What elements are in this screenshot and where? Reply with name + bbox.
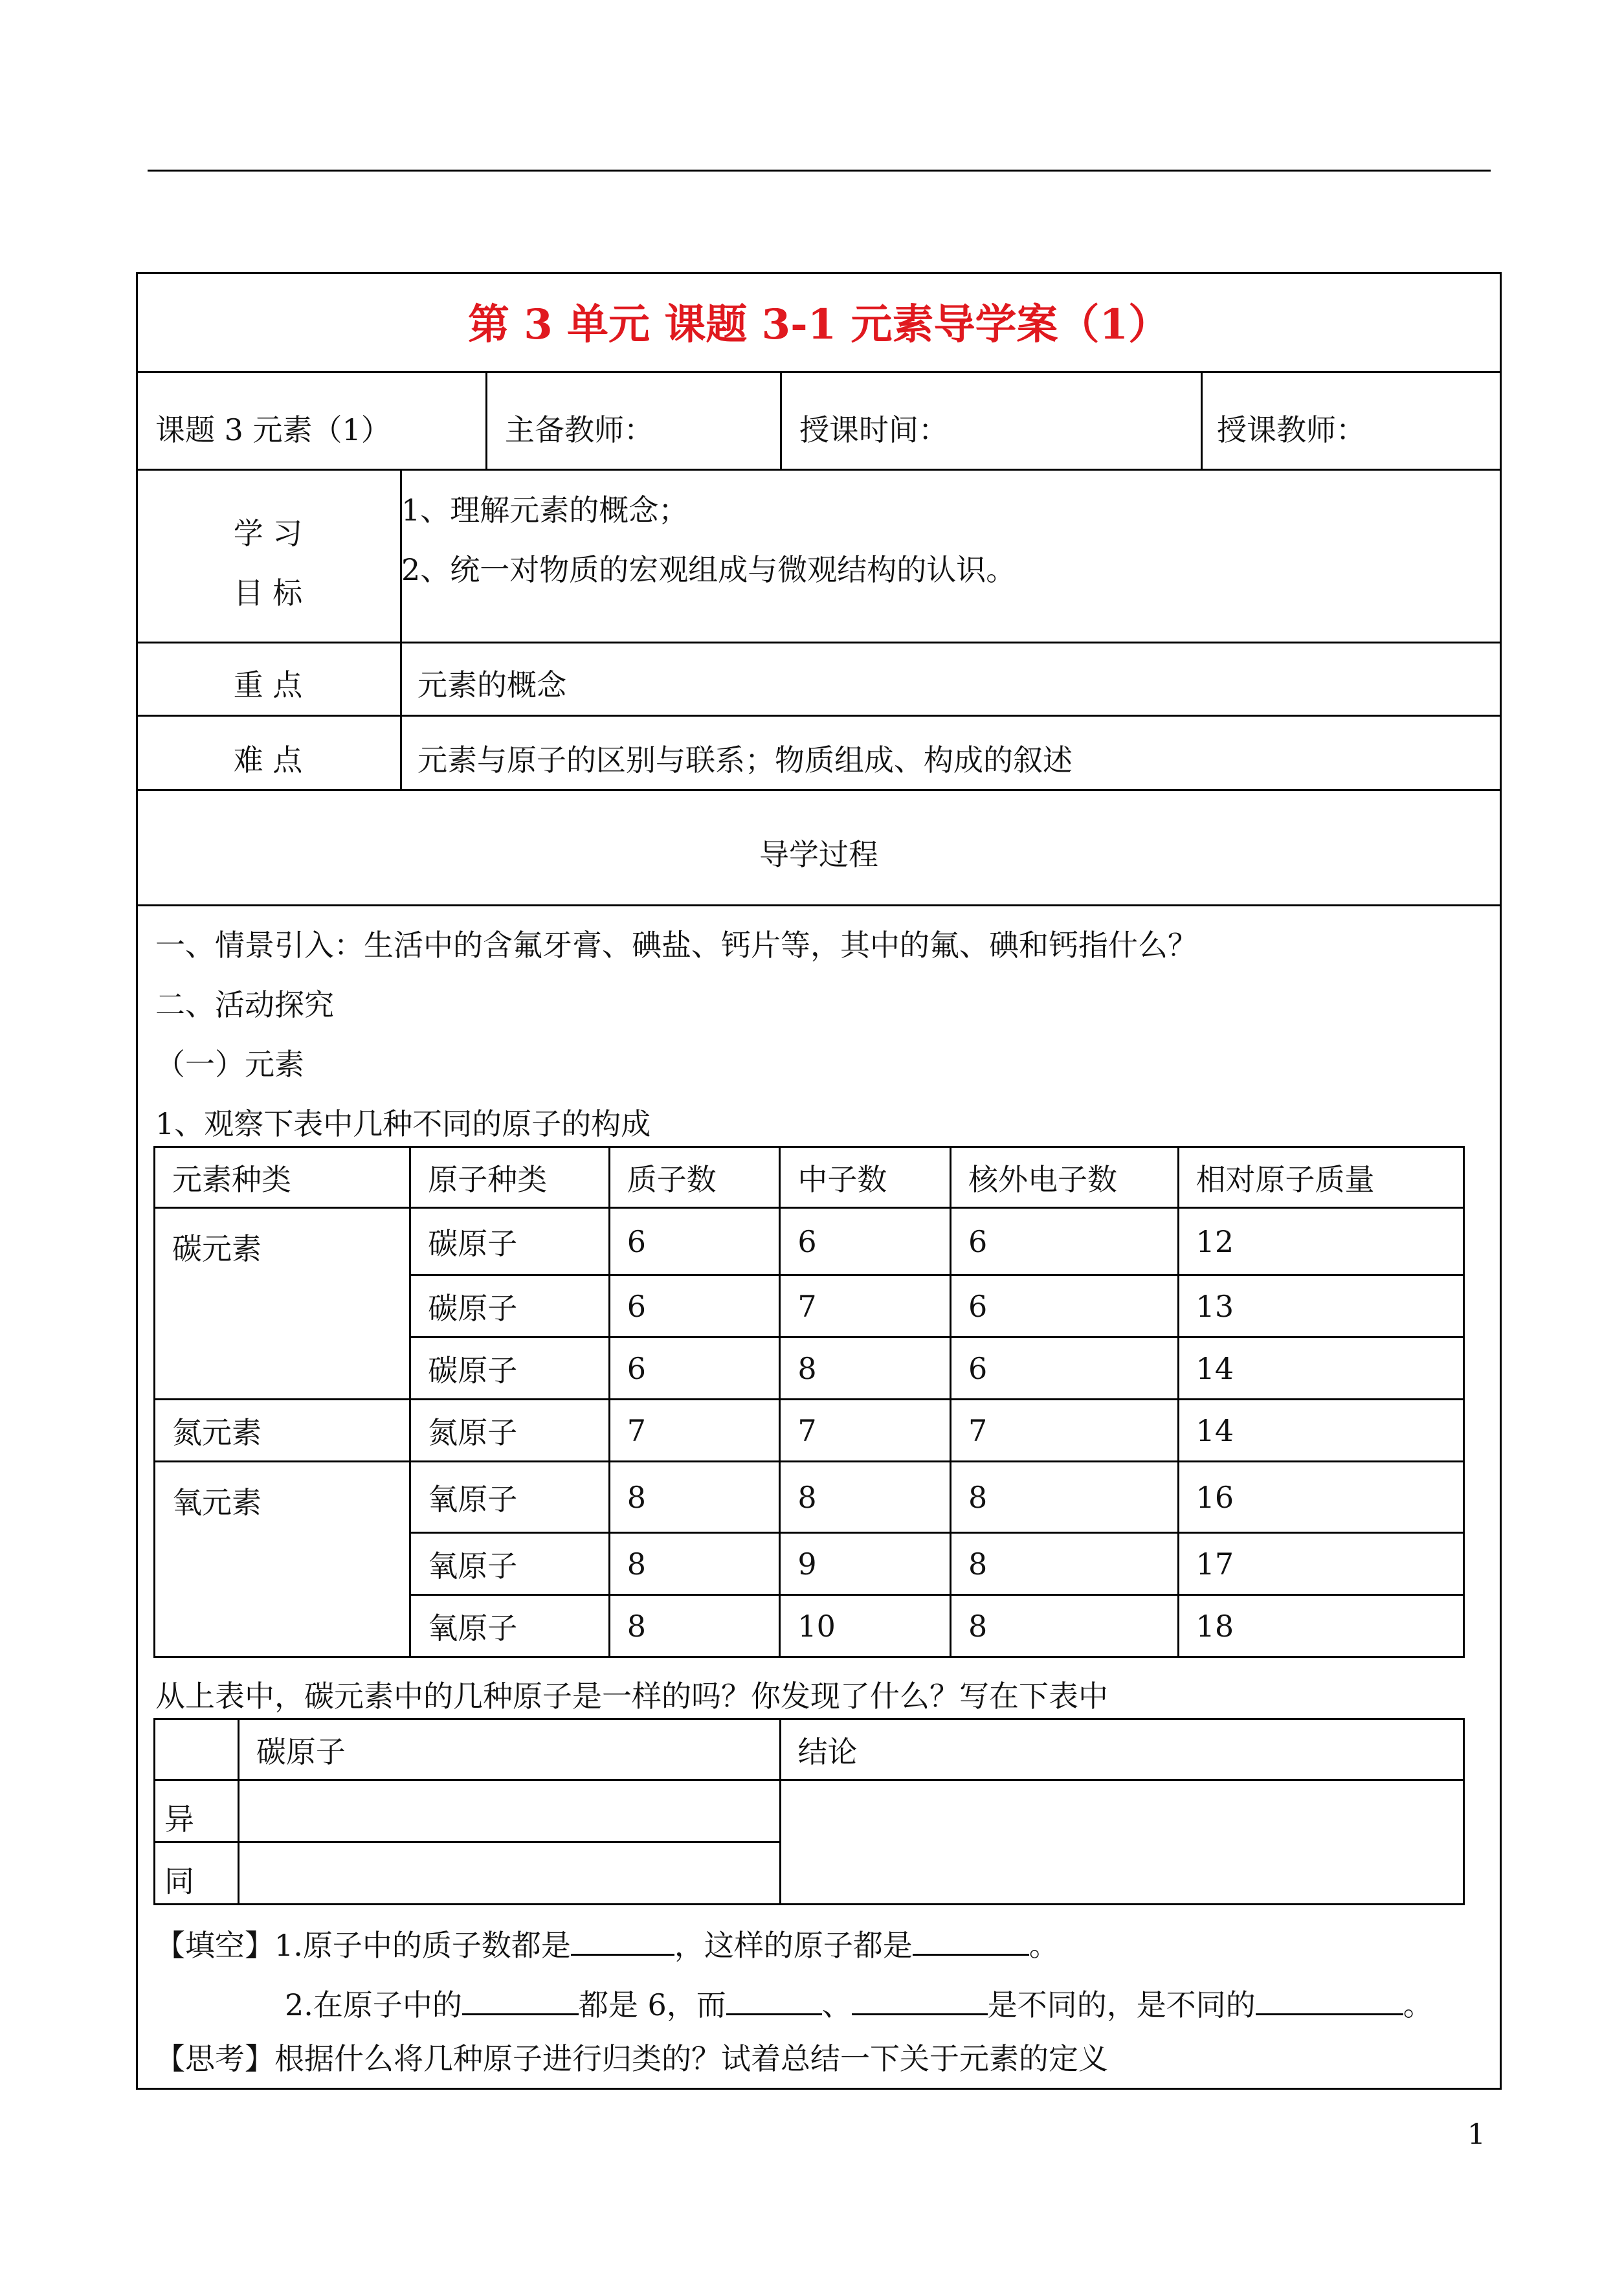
table-header: 元素种类 [155,1147,410,1208]
table-cell: 氧原子 [410,1595,610,1657]
blank-field[interactable] [571,1925,674,1956]
table-header: 核外电子数 [950,1147,1178,1208]
divider [136,904,1502,906]
intro-text: 一、情景引入：生活中的含氟牙膏、碘盐、钙片等，其中的氟、碘和钙指什么？ [155,928,1197,963]
blank-field[interactable] [913,1925,1029,1956]
table-cell: 6 [950,1208,1178,1275]
blank-field[interactable] [726,1985,822,2015]
table-cell: 碳原子 [410,1275,610,1337]
compare-answer-cell[interactable] [238,1842,780,1905]
goal-item: 1、理解元素的概念； [401,493,689,528]
fill-text: 。 [1029,1928,1059,1963]
fill-text: 都是 6，而 [578,1987,726,2022]
topic-cell: 课题 3 元素（1） [155,412,391,447]
conclusion-cell[interactable] [780,1780,1463,1905]
page-number: 1 [1467,2118,1485,2151]
table-header: 中子数 [780,1147,951,1208]
table-cell: 8 [950,1595,1178,1657]
goals-label: 学 习 [233,516,303,551]
key-point-label: 重 点 [233,667,303,702]
table-cell: 氮原子 [410,1400,610,1462]
question-text: 从上表中，碳元素中的几种原子是一样的吗？你发现了什么？写在下表中 [155,1679,1108,1714]
compare-header: 结论 [780,1719,1463,1780]
table-header: 质子数 [609,1147,780,1208]
think-label: 【思考】 [155,2041,274,2076]
table-cell: 7 [780,1275,951,1337]
table-cell: 6 [780,1208,951,1275]
fill-text: 、 [821,1987,852,2022]
table-cell: 18 [1178,1595,1463,1657]
table-cell: 14 [1178,1337,1463,1400]
key-point-text: 元素的概念 [417,667,566,702]
compare-row-label: 异 [155,1780,239,1842]
table-cell: 6 [609,1275,780,1337]
fill-text: 是不同的，是不同的 [987,1987,1256,2022]
compare-row-label: 同 [155,1842,239,1905]
header-rule [148,170,1491,172]
divider [136,789,1502,791]
compare-table [153,1718,1465,1905]
table-row [155,1208,1464,1275]
table-cell: 8 [609,1462,780,1533]
observe-text: 1、观察下表中几种不同的原子的构成 [155,1106,651,1141]
blank-field[interactable] [1256,1985,1403,2015]
table-cell: 6 [950,1337,1178,1400]
section-heading: （一）元素 [155,1047,304,1082]
atom-table [153,1146,1465,1658]
fill-line-1 [155,1925,1059,1963]
time-cell: 授课时间： [799,412,948,447]
table-cell: 6 [950,1275,1178,1337]
difficulty-text: 元素与原子的区别与联系；物质组成、构成的叙述 [417,743,1073,777]
divider [780,371,782,469]
process-heading: 导学过程 [759,837,878,872]
fill-text: 。 [1403,1987,1433,2022]
table-cell: 10 [780,1595,951,1657]
divider [485,371,487,469]
goal-item: 2、统一对物质的宏观组成与微观结构的认识。 [401,552,1016,587]
lead-teacher-cell: 主备教师： [505,412,654,447]
page-title: 第 3 单元 课题 3-1 元素导学案（1） [467,300,1170,349]
divider [136,469,1502,471]
table-cell: 碳原子 [410,1208,610,1275]
blank-field[interactable] [852,1985,988,2015]
compare-corner [155,1719,239,1780]
divider [136,715,1502,717]
table-cell: 12 [1178,1208,1463,1275]
table-cell: 8 [609,1533,780,1595]
compare-header: 碳原子 [238,1719,780,1780]
table-header: 相对原子质量 [1178,1147,1463,1208]
divider [1201,371,1203,469]
divider [136,371,1502,373]
divider [136,642,1502,643]
table-cell: 氧原子 [410,1533,610,1595]
table-cell: 7 [780,1400,951,1462]
table-header: 原子种类 [410,1147,610,1208]
table-cell: 8 [950,1533,1178,1595]
table-cell: 碳原子 [410,1337,610,1400]
table-cell: 8 [609,1595,780,1657]
blank-field[interactable] [462,1985,579,2015]
element-cell: 碳元素 [155,1208,410,1400]
table-cell: 9 [780,1533,951,1595]
difficulty-label: 难 点 [233,743,303,777]
table-row [155,1462,1464,1533]
table-cell: 16 [1178,1462,1463,1533]
table-cell: 8 [950,1462,1178,1533]
table-cell: 8 [780,1337,951,1400]
element-cell: 氮元素 [155,1400,410,1462]
compare-answer-cell[interactable] [238,1780,780,1842]
table-cell: 17 [1178,1533,1463,1595]
table-cell: 8 [780,1462,951,1533]
table-row [155,1400,1464,1462]
table-cell: 6 [609,1337,780,1400]
table-cell: 7 [609,1400,780,1462]
table-cell: 氧原子 [410,1462,610,1533]
element-cell: 氧元素 [155,1462,410,1657]
table-cell: 13 [1178,1275,1463,1337]
fill-label: 【填空】 [155,1928,274,1963]
table-cell: 7 [950,1400,1178,1462]
think-text: 根据什么将几种原子进行归类的？试着总结一下关于元素的定义 [274,2041,1108,2076]
fill-text: 2.在原子中的 [285,1987,462,2022]
teacher-cell: 授课教师： [1217,412,1366,447]
goals-label: 目 标 [233,576,303,610]
fill-text: ，这样的原子都是 [674,1928,913,1963]
fill-text: 1.原子中的质子数都是 [274,1928,571,1963]
think-line [155,2041,1108,2077]
table-cell: 6 [609,1208,780,1275]
activity-heading: 二、活动探究 [155,987,334,1022]
table-cell: 14 [1178,1400,1463,1462]
fill-line-2 [285,1985,1433,2023]
